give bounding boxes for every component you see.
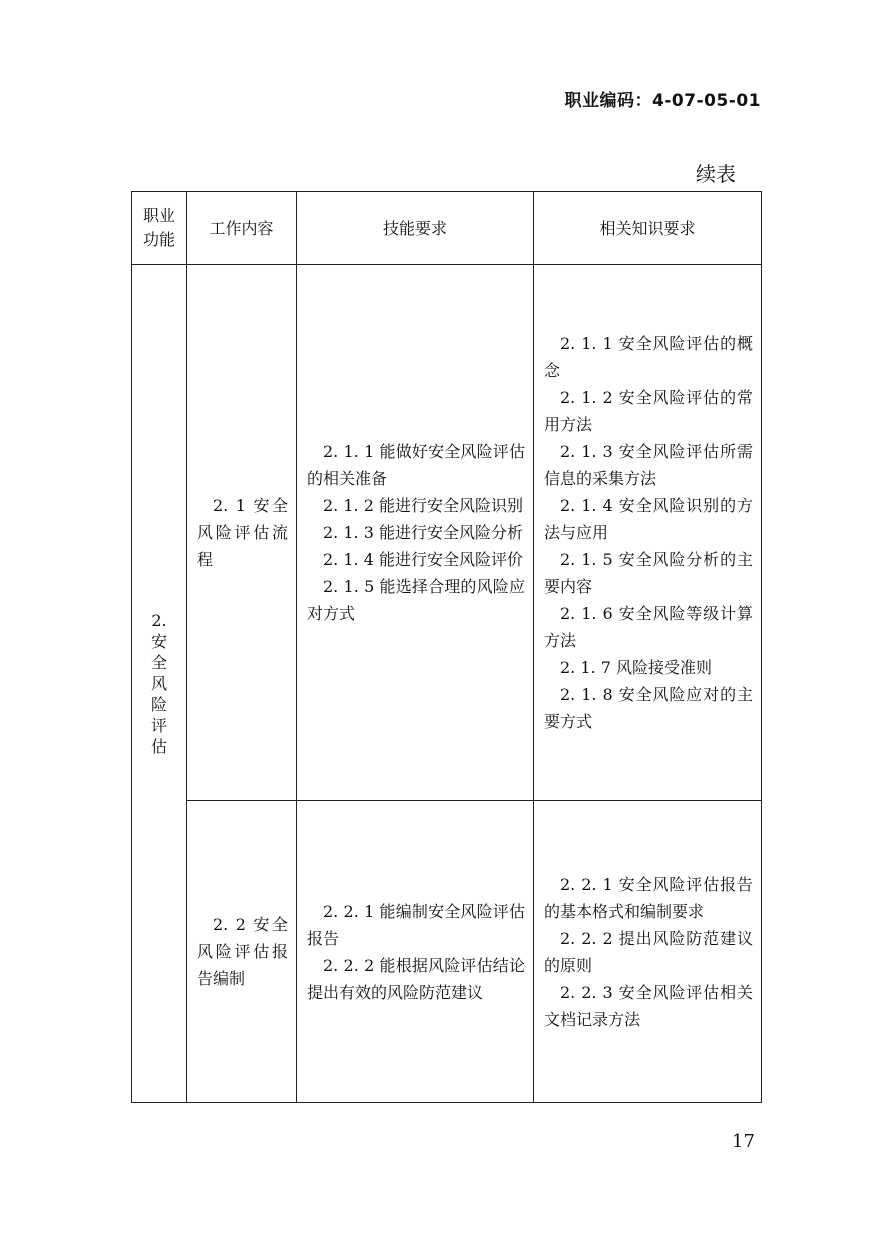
work-content-cell [187, 265, 297, 801]
skill-item: 2. 1. 3 能进行安全风险分析 [323, 523, 523, 542]
knowledge-item: 2. 1. 2 安全风险评估的常用方法 [544, 388, 753, 434]
knowledge-cell [534, 265, 762, 801]
work-content-text: 2. 2 安全风险评估报告编制 [197, 915, 288, 988]
knowledge-item: 2. 1. 4 安全风险识别的方法与应用 [544, 496, 753, 542]
header-function-line: 功能 [142, 230, 175, 249]
knowledge-cell [534, 801, 762, 1103]
header-skill-requirements: 技能要求 [297, 192, 534, 265]
knowledge-item: 2. 1. 6 安全风险等级计算方法 [544, 604, 753, 650]
knowledge-item: 2. 2. 3 安全风险评估相关文档记录方法 [544, 982, 753, 1029]
knowledge-item: 2. 2. 2 提出风险防范建议的原则 [544, 928, 753, 975]
header-knowledge-requirements: 相关知识要求 [534, 192, 762, 265]
skill-item: 2. 2. 1 能编制安全风险评估报告 [307, 901, 525, 948]
function-cell [132, 265, 187, 1103]
knowledge-item: 2. 2. 1 安全风险评估报告的基本格式和编制要求 [544, 874, 753, 921]
knowledge-item: 2. 1. 5 安全风险分析的主要内容 [544, 550, 753, 596]
skill-item: 2. 1. 1 能做好安全风险评估的相关准备 [307, 442, 525, 488]
work-content-cell [187, 801, 297, 1103]
header-function [132, 192, 187, 265]
skills-table [131, 191, 762, 1103]
knowledge-item: 2. 1. 7 风险接受准则 [560, 658, 712, 677]
skill-item: 2. 1. 4 能进行安全风险评价 [323, 550, 523, 569]
knowledge-item: 2. 1. 8 安全风险应对的主要方式 [544, 685, 753, 731]
skill-item: 2. 1. 2 能进行安全风险识别 [323, 496, 523, 515]
header-function-line: 职业 [142, 206, 175, 225]
knowledge-item: 2. 1. 3 安全风险评估所需信息的采集方法 [544, 442, 753, 488]
skill-item: 2. 1. 5 能选择合理的风险应对方式 [307, 577, 525, 623]
table-row [132, 801, 762, 1103]
occupation-code: 职业编码：4-07-05-01 [564, 91, 761, 111]
function-name: 安全风险评估 [151, 632, 168, 756]
skills-cell [297, 265, 534, 801]
skill-item: 2. 2. 2 能根据风险评估结论提出有效的风险防范建议 [307, 955, 525, 1002]
table-header-row [132, 192, 762, 265]
knowledge-item: 2. 1. 1 安全风险评估的概念 [544, 334, 753, 380]
continued-label: 续表 [696, 162, 736, 186]
header-work-content: 工作内容 [187, 192, 297, 265]
function-number: 2. [151, 611, 167, 630]
skills-cell [297, 801, 534, 1103]
page-number: 17 [732, 1131, 755, 1152]
work-content-text: 2. 1 安全风险评估流程 [197, 496, 288, 569]
table-row [132, 265, 762, 801]
